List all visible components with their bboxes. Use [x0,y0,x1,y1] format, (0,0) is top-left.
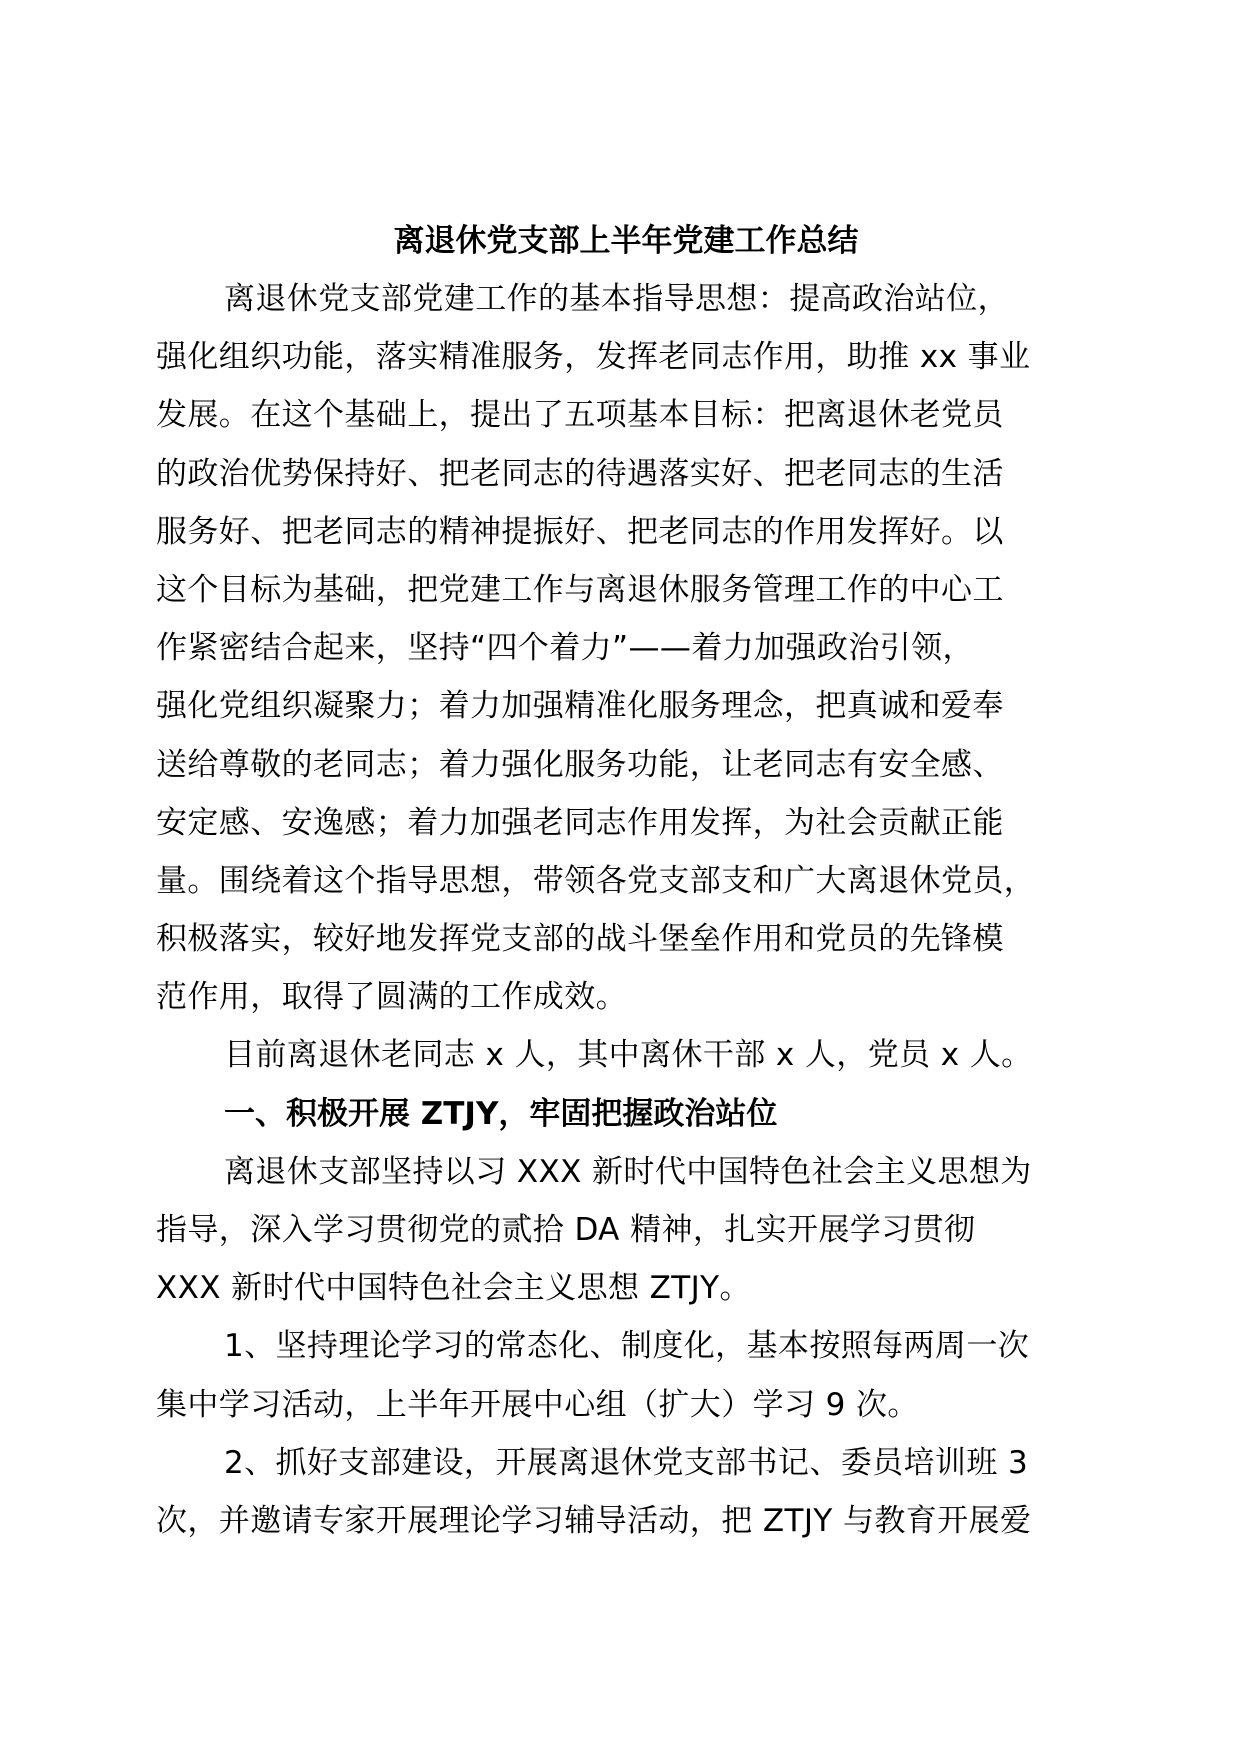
intro-line: 送给尊敬的老同志；着力强化服务功能，让老同志有安全感、 [156,746,1004,783]
section-1-paragraph [156,1143,1096,1318]
staff-count-paragraph [156,1026,1096,1084]
intro-line: 这个目标为基础，把党建工作与离退休服务管理工作的中心工 [156,571,1004,608]
intro-line: 作紧密结合起来，坚持“四个着力”——着力加强政治引领， [156,630,974,667]
list-item-2-line: 次，并邀请专家开展理论学习辅导活动，把 ZTJY 与教育开展爱 [156,1502,1032,1539]
intro-paragraph [156,270,1096,1026]
document-body [156,212,1096,1550]
intro-line: 离退休党支部党建工作的基本指导思想：提高政治站位， [224,281,1009,317]
intro-line: 服务好、把老同志的精神提振好、把老同志的作用发挥好。以 [156,513,1004,550]
list-item-1-line: 集中学习活动，上半年开展中心组（扩大）学习 9 次。 [156,1386,919,1423]
intro-line: 发展。在这个基础上，提出了五项基本目标：把离退休老党员 [156,397,1004,434]
intro-line: 范作用，取得了圆满的工作成效。 [156,979,627,1016]
list-item-1-line: 1、坚持理论学习的常态化、制度化，基本按照每两周一次 [224,1328,1030,1365]
list-item-1 [156,1317,1096,1433]
intro-line: 积极落实，较好地发挥党支部的战斗堡垒作用和党员的先锋模 [156,921,1004,958]
intro-line: 强化党组织凝聚力；着力加强精准化服务理念，把真诚和爱奉 [156,688,1004,725]
staff-count-line: 目前离退休老同志 x 人，其中离休干部 x 人，党员 x 人。 [224,1037,1033,1074]
intro-line: 安定感、安逸感；着力加强老同志作用发挥，为社会贡献正能 [156,804,1004,841]
section-heading-1: 一、积极开展 ZTJY，牢固把握政治站位 [224,1095,778,1132]
list-item-2-line: 2、抓好支部建设，开展离退休党支部书记、委员培训班 3 [224,1444,1029,1481]
section-1-line: XXX 新时代中国特色社会主义思想 ZTJY。 [156,1270,751,1307]
intro-line: 的政治优势保持好、把老同志的待遇落实好、把老同志的生活 [156,455,1004,492]
section-1-line: 离退休支部坚持以习 XXX 新时代中国特色社会主义思想为 [224,1153,1032,1190]
section-1-line: 指导，深入学习贯彻党的贰拾 DA 精神，扎实开展学习贯彻 [156,1212,976,1248]
list-item-2 [156,1434,1096,1550]
intro-line: 强化组织功能，落实精准服务，发挥老同志作用，助推 xx 事业 [156,339,1031,376]
document-title: 离退休党支部上半年党建工作总结 [393,223,859,259]
intro-line: 量。围绕着这个指导思想，带领各党支部支和广大离退休党员， [156,862,1036,899]
